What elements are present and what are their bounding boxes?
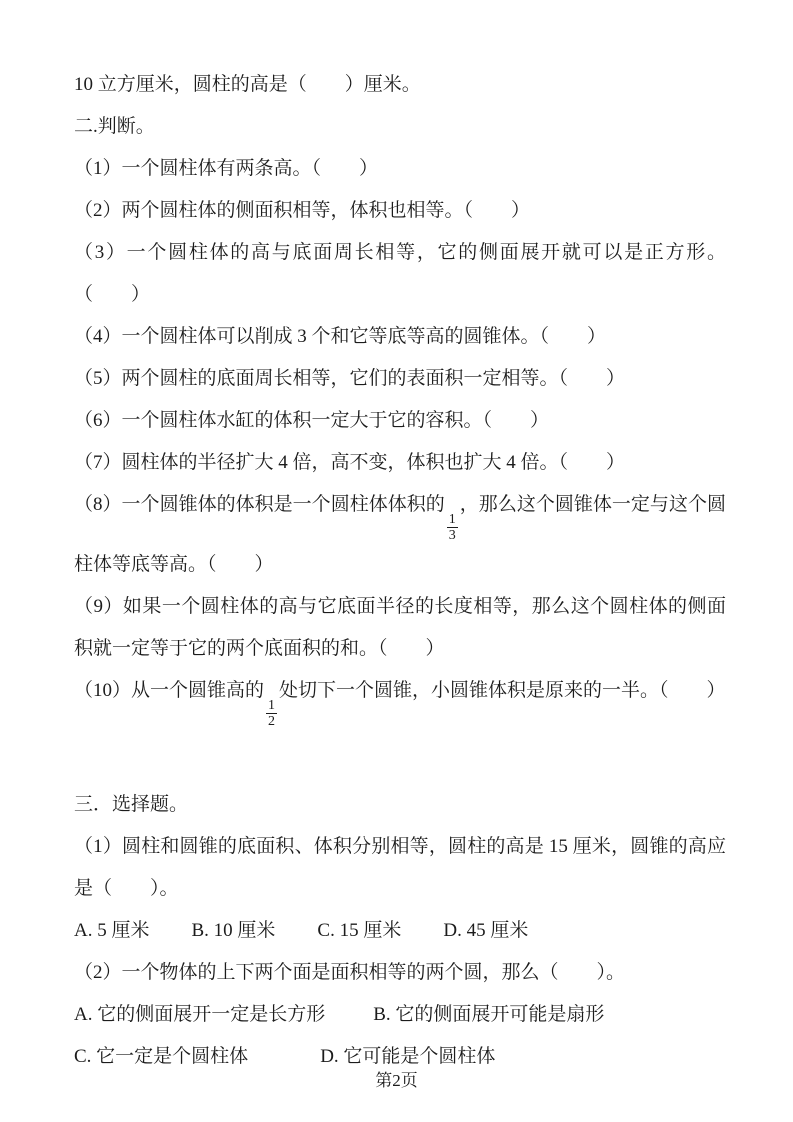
choice-q2-option-d: D. 它可能是个圆柱体 [320, 1045, 496, 1067]
fraction-numerator: 1 [268, 697, 276, 713]
choice-q1-option-c: C. 15 厘米 [317, 919, 402, 941]
choice-q1-option-b: B. 10 厘米 [191, 919, 276, 941]
choice-q1-text: （1）圆柱和圆锥的底面积、体积分别相等，圆柱的高是 15 厘米，圆锥的高应是（ ）。 [74, 835, 726, 899]
judge-section-title: 二.判断。 [74, 116, 155, 137]
judge-item-2: （2）两个圆柱体的侧面积相等，体积也相等。（ ） [74, 200, 531, 221]
fraction-numerator: 1 [448, 512, 456, 527]
fraction-one-third [447, 512, 458, 544]
choice-q2-option-c: C. 它一定是个圆柱体 [74, 1045, 249, 1067]
judge-item-4: （4）一个圆柱体可以削成 3 个和它等底等高的圆锥体。（ ） [74, 326, 607, 347]
judge-item-5: （5）两个圆柱的底面周长相等，它们的表面积一定相等。（ ） [74, 368, 626, 389]
fraction-one-half [266, 698, 277, 730]
judge-item-7: （7）圆柱体的半径扩大 4 倍，高不变，体积也扩大 4 倍。（ ） [74, 452, 626, 473]
worksheet-content [74, 64, 726, 1078]
choice-q2-options-row1 [74, 994, 726, 1036]
fill-blank-question-continuation: 10 立方厘米，圆柱的高是（ ）厘米。 [74, 74, 421, 95]
choice-q2-option-a: A. 它的侧面展开一定是长方形 [74, 1003, 326, 1025]
choice-q2-text: （2）一个物体的上下两个面是面积相等的两个圆，那么（ ）。 [74, 961, 626, 983]
judge-item-6: （6）一个圆柱体水缸的体积一定大于它的容积。（ ） [74, 410, 550, 431]
choice-q1-options [74, 910, 726, 952]
judge-item-10 [74, 670, 726, 730]
judge-item-10-text-before: （10）从一个圆锥高的 [74, 679, 265, 701]
fraction-denominator: 3 [448, 528, 456, 544]
choice-q1-option-a: A. 5 厘米 [74, 919, 150, 941]
judge-item-8-text-before: （8）一个圆锥体的体积是一个圆柱体体积的 [74, 494, 445, 515]
judge-item-8-text-after: ，那么这个圆锥体一定与这个圆柱体等底等高。（ ） [74, 494, 726, 575]
choice-q2-option-b: B. 它的侧面展开可能是扇形 [373, 1003, 605, 1025]
page-number: 第2页 [375, 1071, 418, 1090]
judge-item-1: （1）一个圆柱体有两条高。（ ） [74, 158, 379, 179]
judge-item-8 [74, 484, 726, 586]
judge-item-9: （9）如果一个圆柱体的高与它底面半径的长度相等，那么这个圆柱体的侧面积就一定等于它的两个底面积的和。（ ） [74, 595, 726, 659]
fraction-denominator: 2 [268, 714, 276, 730]
judge-item-10-text-after: 处切下一个圆锥，小圆锥体积是原来的一半。（ ） [279, 679, 726, 701]
choice-q1-option-d: D. 45 厘米 [443, 919, 529, 941]
judge-item-3: （3）一个圆柱体的高与底面周长相等，它的侧面展开就可以是正方形。（ ） [74, 242, 726, 305]
choice-section-title: 三．选择题。 [74, 793, 189, 815]
